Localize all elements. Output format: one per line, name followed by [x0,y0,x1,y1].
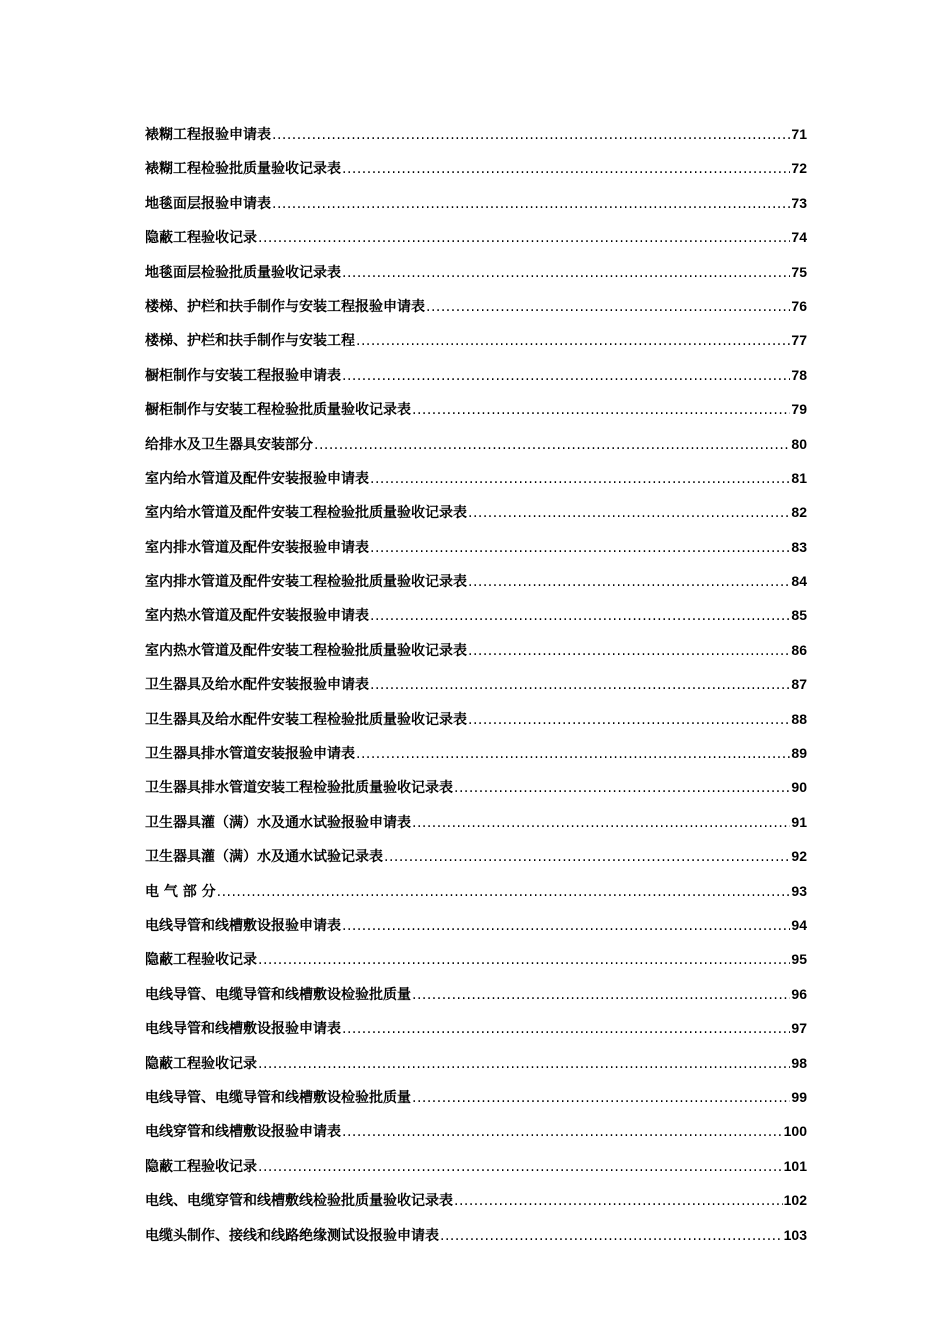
toc-entry[interactable] [145,225,807,259]
toc-entry[interactable] [145,947,807,981]
toc-entry[interactable] [145,294,807,328]
toc-entry-title: 室内热水管道及配件安装工程检验批质量验收记录表 [145,642,467,659]
toc-entry-title: 地毯面层检验批质量验收记录表 [145,264,341,281]
toc-entry-page-number: 91 [791,813,807,830]
toc-dot-leader [258,1155,783,1179]
toc-entry-title: 室内给水管道及配件安装报验申请表 [145,470,369,487]
toc-entry-title: 楼梯、护栏和扶手制作与安装工程报验申请表 [145,298,425,315]
toc-entry[interactable] [145,603,807,637]
toc-dot-leader [370,467,790,491]
toc-entry[interactable] [145,156,807,190]
toc-entry-page-number: 97 [791,1020,807,1037]
toc-entry-page-number: 87 [791,676,807,693]
toc-entry-page-number: 77 [791,332,807,349]
toc-entry-title: 卫生器具排水管道安装工程检验批质量验收记录表 [145,780,453,797]
toc-entry-title: 电线导管、电缆导管和线槽敷设检验批质量 [145,986,411,1003]
toc-dot-leader [370,536,790,560]
toc-dot-leader [342,1017,790,1041]
toc-entry-title: 卫生器具及给水配件安装报验申请表 [145,677,369,694]
toc-entry-title: 隐蔽工程验收记录 [145,1055,257,1072]
toc-entry[interactable] [145,741,807,775]
toc-entry[interactable] [145,1188,807,1222]
toc-entry[interactable] [145,810,807,844]
toc-dot-leader [370,604,790,628]
toc-dot-leader [272,192,790,216]
toc-dot-leader [356,329,790,353]
toc-dot-leader [314,433,790,457]
toc-entry[interactable] [145,328,807,362]
toc-entry[interactable] [145,191,807,225]
toc-entry[interactable] [145,913,807,947]
toc-entry-page-number: 94 [791,916,807,933]
toc-entry-title: 电 气 部 分 [145,883,216,900]
toc-entry[interactable] [145,569,807,603]
toc-entry[interactable] [145,500,807,534]
toc-entry[interactable] [145,879,807,913]
toc-entry[interactable] [145,432,807,466]
toc-entry-title: 橱柜制作与安装工程检验批质量验收记录表 [145,402,411,419]
toc-entry-title: 室内给水管道及配件安装工程检验批质量验收记录表 [145,505,467,522]
toc-dot-leader [356,742,790,766]
toc-entry[interactable] [145,1016,807,1050]
toc-entry[interactable] [145,638,807,672]
toc-entry-page-number: 98 [791,1054,807,1071]
toc-entry-title: 室内排水管道及配件安装报验申请表 [145,539,369,556]
toc-entry-page-number: 90 [791,779,807,796]
toc-entry-title: 电线、电缆穿管和线槽敷线检验批质量验收记录表 [145,1193,453,1210]
toc-entry[interactable] [145,1051,807,1085]
toc-entry-page-number: 81 [791,469,807,486]
toc-entry-page-number: 96 [791,985,807,1002]
toc-entry-page-number: 73 [791,194,807,211]
toc-entry-title: 卫生器具排水管道安装报验申请表 [145,746,355,763]
toc-entry-page-number: 78 [791,366,807,383]
toc-entry[interactable] [145,707,807,741]
toc-entry-title: 隐蔽工程验收记录 [145,1158,257,1175]
toc-dot-leader [258,1052,790,1076]
toc-entry[interactable] [145,363,807,397]
toc-entry-title: 楼梯、护栏和扶手制作与安装工程 [145,333,355,350]
toc-entry-page-number: 86 [791,641,807,658]
toc-entry-page-number: 95 [791,951,807,968]
toc-entry-page-number: 92 [791,848,807,865]
toc-entry-page-number: 89 [791,745,807,762]
toc-entry[interactable] [145,1119,807,1153]
toc-dot-leader [272,123,790,147]
toc-entry-page-number: 74 [791,229,807,246]
toc-entry-title: 电线穿管和线槽敷设报验申请表 [145,1124,341,1141]
toc-dot-leader [412,983,790,1007]
toc-entry-title: 橱柜制作与安装工程报验申请表 [145,367,341,384]
toc-dot-leader [412,811,790,835]
toc-entry[interactable] [145,844,807,878]
table-of-contents [145,122,807,1257]
toc-dot-leader [258,948,790,972]
toc-dot-leader [412,1086,790,1110]
toc-entry-page-number: 88 [791,710,807,727]
toc-entry[interactable] [145,260,807,294]
toc-entry-title: 室内排水管道及配件安装工程检验批质量验收记录表 [145,574,467,591]
toc-entry-page-number: 101 [783,1157,807,1174]
toc-entry-title: 地毯面层报验申请表 [145,195,271,212]
toc-entry-title: 电线导管和线槽敷设报验申请表 [145,1021,341,1038]
toc-entry-title: 卫生器具及给水配件安装工程检验批质量验收记录表 [145,711,467,728]
toc-entry-page-number: 75 [791,263,807,280]
toc-entry-page-number: 71 [791,126,807,142]
toc-dot-leader [370,673,790,697]
toc-entry-title: 卫生器具灌（满）水及通水试验报验申请表 [145,814,411,831]
toc-entry-title: 电线导管和线槽敷设报验申请表 [145,917,341,934]
toc-dot-leader [217,880,791,904]
toc-dot-leader [342,914,790,938]
toc-dot-leader [342,1120,783,1144]
toc-dot-leader [258,226,790,250]
toc-entry-title: 给排水及卫生器具安装部分 [145,436,313,453]
toc-entry-page-number: 79 [791,401,807,418]
toc-dot-leader [468,570,790,594]
toc-dot-leader [412,398,790,422]
toc-entry[interactable] [145,775,807,809]
toc-dot-leader [384,845,790,869]
toc-entry-title: 裱糊工程检验批质量验收记录表 [145,161,341,178]
toc-entry[interactable] [145,397,807,431]
toc-entry-page-number: 102 [783,1192,807,1209]
toc-entry-page-number: 76 [791,297,807,314]
toc-dot-leader [468,639,790,663]
toc-entry[interactable] [145,1154,807,1188]
toc-entry-title: 隐蔽工程验收记录 [145,952,257,969]
toc-entry[interactable] [145,535,807,569]
toc-dot-leader [454,776,790,800]
toc-entry-page-number: 82 [791,504,807,521]
toc-entry-page-number: 100 [783,1123,807,1140]
toc-dot-leader [454,1189,783,1213]
toc-entry-page-number: 72 [791,160,807,177]
toc-entry-page-number: 80 [791,435,807,452]
toc-entry-title: 电线导管、电缆导管和线槽敷设检验批质量 [145,1089,411,1106]
toc-entry-title: 卫生器具灌（满）水及通水试验记录表 [145,849,383,866]
toc-entry-title: 裱糊工程报验申请表 [145,127,271,143]
toc-entry[interactable] [145,1223,807,1257]
toc-entry-page-number: 99 [791,1088,807,1105]
toc-dot-leader [468,501,790,525]
toc-entry-page-number: 85 [791,607,807,624]
toc-entry[interactable] [145,672,807,706]
toc-entry[interactable] [145,1085,807,1119]
toc-dot-leader [440,1224,783,1248]
toc-entry-page-number: 83 [791,538,807,555]
toc-entry-page-number: 103 [783,1226,807,1243]
toc-dot-leader [342,364,790,388]
toc-entry[interactable] [145,982,807,1016]
toc-entry-title: 电缆头制作、接线和线路绝缘测试设报验申请表 [145,1227,439,1244]
toc-entry-page-number: 93 [791,882,807,899]
toc-entry-title: 室内热水管道及配件安装报验申请表 [145,608,369,625]
toc-entry[interactable] [145,122,807,156]
toc-dot-leader [468,708,790,732]
toc-entry-page-number: 84 [791,573,807,590]
toc-entry[interactable] [145,466,807,500]
toc-dot-leader [426,295,790,319]
toc-dot-leader [342,157,790,181]
toc-dot-leader [342,261,790,285]
toc-entry-title: 隐蔽工程验收记录 [145,230,257,247]
